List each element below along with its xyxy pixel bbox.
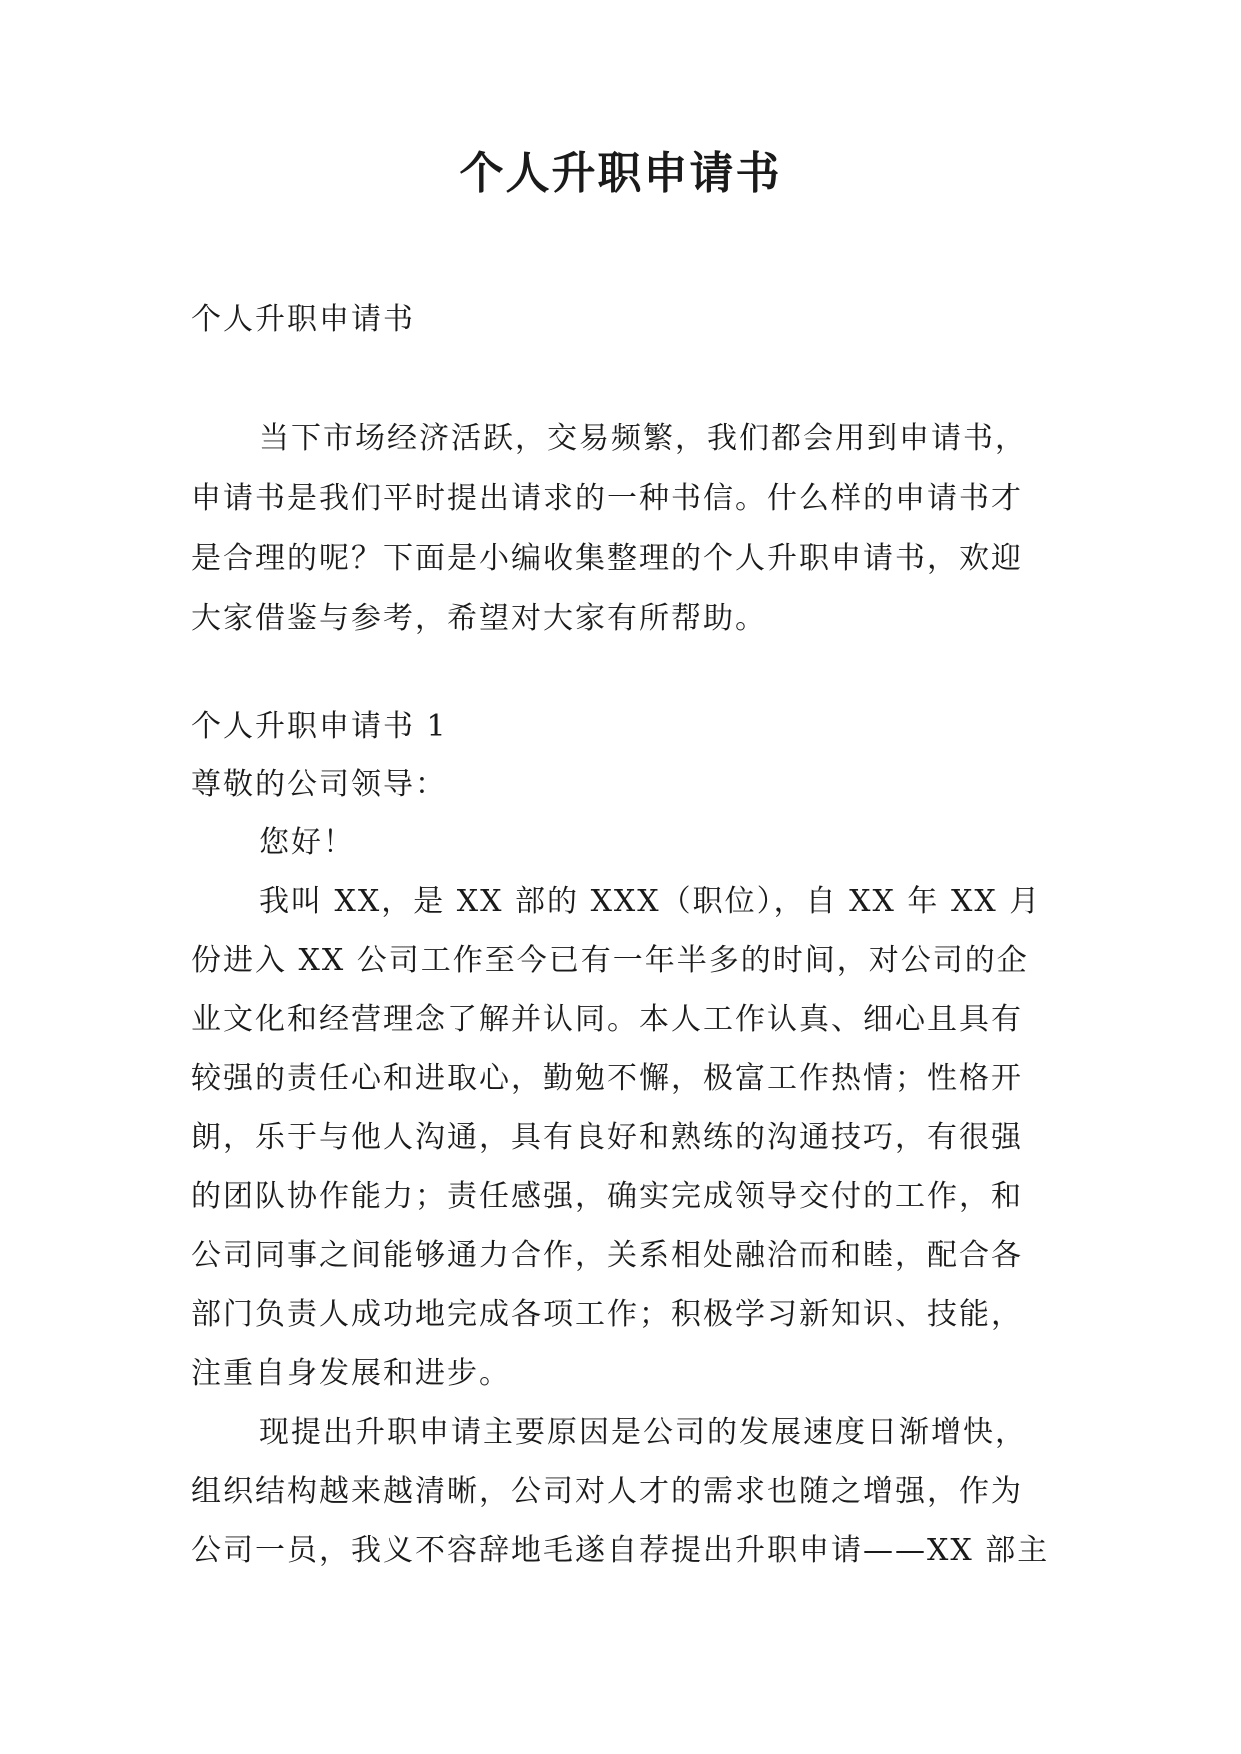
salutation: 尊敬的公司领导：: [191, 767, 447, 802]
body-paragraph-2: 现提出升职申请主要原因是公司的发展速度日渐增快，组织结构越来越清晰，公司对人才的需求也随之增强，作为公司一员，我义不容辞地毛遂自荐提出升职申请——XX 部主: [191, 1415, 1050, 1568]
section-heading: 个人升职申请书 1: [191, 709, 448, 744]
document-title: 个人升职申请书: [459, 148, 782, 199]
intro-paragraph: 当下市场经济活跃，交易频繁，我们都会用到申请书，申请书是我们平时提出请求的一种书信。什么样的申请书才是合理的呢？下面是小编收集整理的个人升职申请书，欢迎大家借鉴与参考，希望对大家有所帮助。: [191, 421, 1027, 636]
greeting: 您好！: [259, 825, 355, 860]
letter-section: [191, 698, 1051, 1580]
document-subtitle: 个人升职申请书: [191, 302, 415, 337]
body-paragraph-1: 我叫 XX，是 XX 部的 XXX（职位），自 XX 年 XX 月份进入 XX 公司工作至今已有一年半多的时间，对公司的企业文化和经营理念了解并认同。本人工作认真、细心且具有较强的责任心和进取心，勤勉不懈，极富工作热情；性格开朗，乐于与他人沟通，具有良好和熟练的沟通技巧，有很强的团队协作能力；责任感强，确实完成领导交付的工作，和公司同事之间能够通力合作，关系相处融洽而和睦，配合各部门负责人成功地完成各项工作；积极学习新知识、技能，注重自身发展和进步。: [191, 884, 1042, 1391]
